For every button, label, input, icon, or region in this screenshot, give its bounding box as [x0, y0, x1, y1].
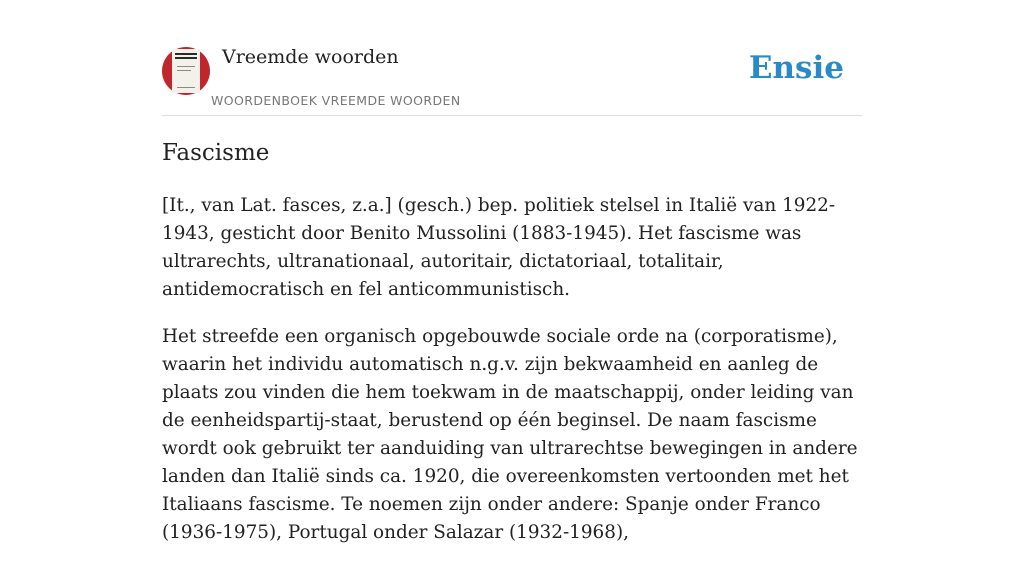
source-avatar[interactable] [162, 47, 210, 95]
entry-body [162, 192, 862, 566]
source-subtitle[interactable]: WOORDENBOEK VREEMDE WOORDEN [211, 93, 461, 108]
source-header [162, 0, 862, 116]
entry-paragraph: [It., van Lat. fasces, z.a.] (gesch.) bep. politiek stelsel in Italië van 1922-1943, gesticht door Benito Mussolini (1883-1945). Het fascisme was ultrarechts, ultranationaal, autoritair, dictatoriaal, totalitair, antidemocratisch en fel anticommunistisch. [162, 195, 836, 300]
book-cover-icon [172, 49, 200, 93]
source-title[interactable]: Vreemde woorden [222, 46, 399, 68]
entry-paragraph: Het streefde een organisch opgebouwde sociale orde na (corporatisme), waarin het individu automatisch n.g.v. zijn bekwaamheid en aanleg de plaats zou vinden die hem toekwam in de maatschappij, onder leiding van de eenheidspartij-staat, berustend op één beginsel. De naam fascisme wordt ook gebruikt ter aanduiding van ultrarechtse bewegingen in andere landen dan Italië sinds ca. 1920, die overeenkomsten vertoonden met het Italiaans fascisme. Te noemen zijn onder andere: Spanje onder Franco (1936-1975), Portugal onder Salazar (1932-1968), [162, 326, 858, 543]
entry-title: Fascisme [162, 140, 270, 166]
ensie-logo[interactable]: Ensie [748, 50, 844, 86]
content-container [162, 0, 862, 543]
